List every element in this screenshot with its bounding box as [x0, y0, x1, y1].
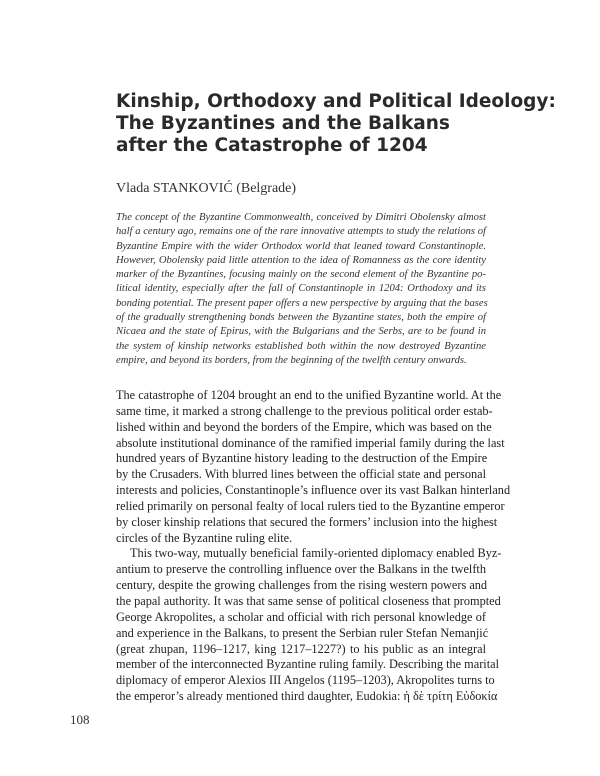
body-line: interests and policies, Constantinople’s influence over its vast Balkan hinterland: [116, 483, 511, 498]
page-number: 108: [70, 712, 90, 727]
paragraph: [116, 546, 502, 704]
abstract-line: the system of kinship networks established both within the now destroyed Byzantine: [116, 340, 486, 352]
body-line: relied primarily on personal fealty of local rulers tied to the Byzantine emperor: [116, 498, 505, 513]
body-line: (great zhupan, 1196–1217, king 1217–1227?) to his public as an integral: [116, 641, 486, 656]
body-line: and experience in the Balkans, to present the Serbian ruler Stefan Nemanjić: [116, 625, 489, 640]
abstract-line: Byzantine Empire with the wider Orthodox world that leaned toward Constantinople.: [116, 240, 486, 252]
body-line: the papal authority. It was that same sense of political closeness that prompted: [116, 593, 501, 608]
body-line: century, despite the growing challenges from the rising western powers and: [116, 578, 488, 593]
body-line: The catastrophe of 1204 brought an end to the unified Byzantine world. At the: [116, 388, 502, 402]
body-line: diplomacy of emperor Alexios III Angelos (1195–1203), Akropolites turns to: [116, 673, 495, 688]
body-line: same time, it marked a strong challenge to the previous political order estab-: [116, 403, 493, 418]
title-line: The Byzantines and the Balkans: [116, 113, 450, 134]
abstract-line: litical identity, especially after the fall of Constantinople in 1204: Orthodoxy and its: [116, 283, 486, 295]
abstract-line: of the gradually strengthening bonds between the Byzantine states, both the empire of: [116, 312, 486, 324]
abstract-line: Nicaea and the state of Epirus, with the Bulgarians and the Serbs, are to be found in: [116, 326, 486, 338]
body-line: the emperor’s already mentioned third daughter, Eudokia: ἡ δὲ τρίτη Εὐδοκία: [116, 689, 498, 704]
body-line: circles of the Byzantine ruling elite.: [116, 530, 293, 545]
body-line: member of the interconnected Byzantine ruling family. Describing the marital: [116, 657, 500, 672]
abstract-line: bonding potential. The present paper offers a new perspective by arguing that the bases: [116, 297, 488, 309]
abstract: [116, 211, 486, 368]
body-line: antium to preserve the controlling influence over the Balkans in the twelfth: [116, 562, 486, 577]
article-title: [116, 91, 556, 157]
title-line: Kinship, Orthodoxy and Political Ideology:: [116, 91, 556, 112]
body-text: [116, 388, 511, 705]
author-line: Vlada STANKOVIĆ (Belgrade): [116, 181, 297, 196]
body-line: by the Crusaders. With blurred lines between the official state and personal: [116, 467, 486, 482]
body-line: This two-way, mutually beneficial family-oriented diplomacy enabled Byz-: [130, 546, 502, 561]
abstract-line: The concept of the Byzantine Commonwealth, conceived by Dimitri Obolensky almost: [116, 212, 486, 223]
title-line: after the Catastrophe of 1204: [116, 135, 428, 156]
body-line: absolute institutional dominance of the ramified imperial family during the last: [116, 435, 505, 450]
abstract-line: However, Obolensky paid little attention to the idea of Romanness as the core identity: [116, 254, 486, 266]
paragraph: [116, 388, 511, 546]
abstract-line: marker of the Byzantines, focusing mainly on the second element of the Byzantine po-: [116, 269, 486, 281]
abstract-line: half a century ago, remains one of the rare innovative attempts to study the relations of: [116, 226, 486, 238]
body-line: George Akropolites, a scholar and official with rich personal knowledge of: [116, 609, 486, 624]
body-line: by closer kinship relations that secured the formers’ inclusion into the highest: [116, 514, 498, 529]
abstract-line: empire, and beyond its borders, from the beginning of the twelfth century onwards.: [116, 354, 467, 366]
body-line: lished within and beyond the borders of the Empire, which was based on the: [116, 419, 492, 434]
body-line: hundred years of Byzantine history leading to the destruction of the Empire: [116, 451, 488, 466]
